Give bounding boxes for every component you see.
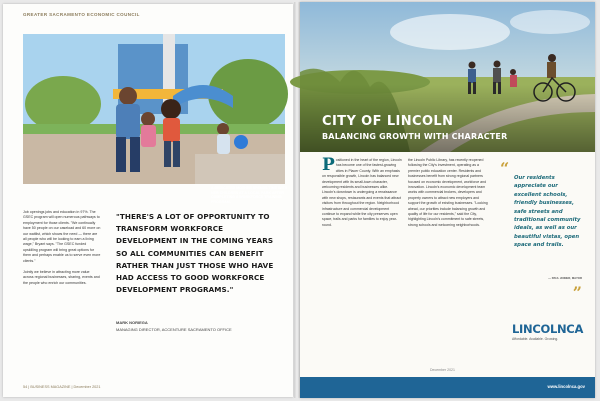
article-subtitle: BALANCING GROWTH WITH CHARACTER (322, 132, 508, 141)
page-folio: 54 | BUSINESS MAGAZINE | December 2021 (23, 385, 101, 389)
photo-caption: A DEDICATED MOTHER SPENDS TIME WITH HER CHILDREN AT A LOCAL PARK AFTER COMPLETING A WORKFORCE TRAINING PROGRAM. (211, 186, 288, 204)
running-head: GREATER SACRAMENTO ECONOMIC COUNCIL (23, 12, 140, 17)
family-photo-illustration (23, 34, 285, 184)
quote-attribution-title: MANAGING DIRECTOR, ACCENTURE SACRAMENTO OFFICE (116, 327, 232, 332)
drop-cap: P (322, 155, 335, 175)
pull-quote (500, 159, 582, 302)
article-column-1-text: ositioned in the heart of the region, Lincoln has become one of the fastest-growing cities in Placer County. With an emphasis on responsible growth, Lincoln has balanced new development with its small-town character, welcoming residents and businesses alike. Lincoln's downtown is undergoing a renaissance with new shops, restaurants and events that attract visitors from throughout the region. Neighborhood infrastructure and commercial development continue to expand while the city preserves open space, trails and parks for families to enjoy year-round. (322, 158, 402, 227)
lincoln-hero-photo (300, 2, 595, 152)
right-page (300, 2, 595, 398)
pull-quote-text: Our residents appreciate our excellent schools, friendly businesses, safe streets and traditional community ideals, as well as our beautiful vistas, open space and trails. (514, 175, 581, 249)
park-trail-illustration (300, 2, 595, 152)
left-page (3, 4, 293, 397)
article-column-1 (322, 155, 402, 228)
article-column-2: the Lincoln Public Library, has recently reopened following the City's investment, operating as a premier public education center. Residents and businesses benefit from strong regional partners focused on economic development, workforce and innovation. Lincoln's economic development team works with commercial brokers, developers and property owners to attract new employers and support the growth of existing businesses. "Looking ahead, our priorities include balancing growth and quality of life for our residents," said the City, highlighting Lincoln's commitment to safe streets, strong schools and welcoming neighborhoods. (408, 158, 488, 227)
lincoln-logo (512, 322, 582, 352)
logo-tagline: Affordable. Available. Growing. (512, 337, 559, 341)
feature-quote: "THERE'S A LOT OF OPPORTUNITY TO TRANSFORM WORKFORCE DEVELOPMENT IN THE COMING YEARS SO ALL COMMUNITIES CAN BENEFIT RATHER THAN JUST THOSE WHO HAVE HAD ACCESS TO GOOD WORKFORCE DEVELOPMENT PROGRAMS." (116, 212, 274, 295)
website-link[interactable]: www.lincolnca.gov (547, 384, 585, 389)
page-folio-right: December 2021 (430, 368, 455, 372)
sidebar-paragraph-2: Jointly we believe in attracting more value across regional businesses, sharing, events and the people who enrich our communities. (23, 270, 100, 285)
logo-wordmark: LINCOLNCA (512, 322, 584, 336)
sidebar-paragraph: Job openings jobs and education in 97%. The GSEC program will open numerous pathways to employment for those clients. "We continually have 50 people on our caseload and 60 more on our waitlist, which shows the need — there are all people who will be looking to earn a living wage," Bryant says. "The GSEC funded upskilling program will bring great options for them and perhaps enable us to serve even more clients." (23, 210, 101, 263)
family-photo (23, 34, 288, 204)
open-quote-icon: “ (500, 159, 510, 178)
pull-quote-attribution: — PAUL JOINER, MAYOR (548, 276, 582, 280)
close-quote-icon: ” (572, 283, 582, 302)
quote-attribution-name: MARK NORIEGA (116, 320, 148, 325)
sidebar-text (23, 210, 101, 286)
footer-bar (300, 377, 595, 398)
article-title: CITY OF LINCOLN (322, 114, 454, 129)
